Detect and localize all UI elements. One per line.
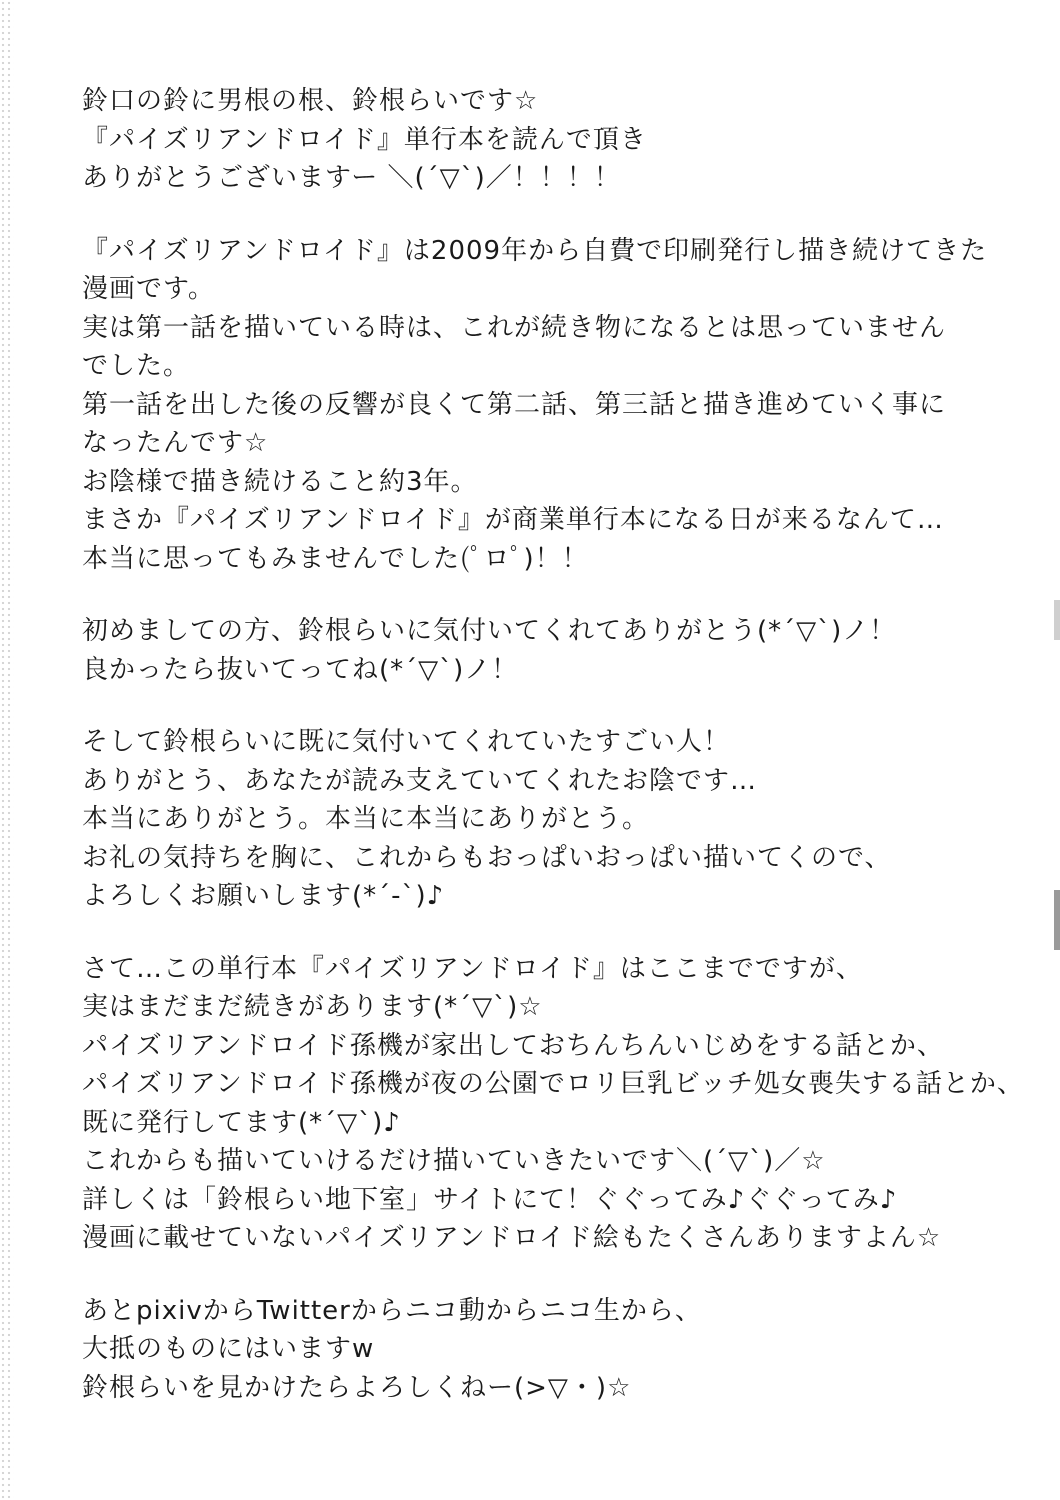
letter-line: でした。 bbox=[82, 351, 191, 381]
letter-paragraph bbox=[82, 723, 1012, 916]
letter-line: 既に発行してます(*´▽`)♪ bbox=[82, 1107, 401, 1138]
letter-line: 実は第一話を描いている時は、これが続き物になるとは思っていません bbox=[82, 312, 947, 343]
letter-line: 『パイズリアンドロイド』は2009年から自費で印刷発行し描き続けてきた bbox=[82, 235, 988, 266]
letter-line: 良かったら抜いてってね(*´▽`)ノ！ bbox=[82, 654, 519, 685]
letter-line: あとpixivからTwitterからニコ動からニコ生から、 bbox=[82, 1295, 702, 1326]
letter-line: さて…この単行本『パイズリアンドロイド』はここまでですが、 bbox=[82, 953, 863, 984]
letter-line: 初めましての方、鈴根らいに気付いてくれてありがとう(*´▽`)ノ！ bbox=[82, 616, 897, 646]
letter-line: そして鈴根らいに既に気付いてくれていたすごい人！ bbox=[82, 727, 731, 757]
letter-paragraph bbox=[82, 950, 1024, 1258]
letter-line: 鈴根らいを見かけたらよろしくねー(>▽・)☆ bbox=[82, 1372, 632, 1403]
letter-line: 大抵のものにはいますw bbox=[82, 1334, 375, 1364]
letter-line: お礼の気持ちを胸に、これからもおっぱいおっぱい描いてくので、 bbox=[82, 842, 892, 873]
letter-line: 詳しくは「鈴根らい地下室」サイトにて！ぐぐってみ♪ぐぐってみ♪ bbox=[82, 1184, 898, 1215]
letter-line: パイズリアンドロイド孫機が家出しておちんちんいじめをする話とか、 bbox=[82, 1030, 944, 1061]
letter-line: ありがとうございますー ＼(´▽`)／！！！！ bbox=[82, 163, 621, 193]
letter-line: なったんです☆ bbox=[82, 428, 269, 458]
letter-line: 漫画に載せていないパイズリアンドロイド絵もたくさんありますよん☆ bbox=[82, 1223, 942, 1253]
letter-line: 実はまだまだ続きがあります(*´▽`)☆ bbox=[82, 992, 543, 1022]
letter-line: 第一話を出した後の反響が良くて第二話、第三話と描き進めていく事に bbox=[82, 389, 947, 420]
letter-paragraph bbox=[82, 232, 1012, 579]
dotted-page-edge bbox=[0, 0, 14, 1500]
letter-line: ありがとう、あなたが読み支えていてくれたお陰です… bbox=[82, 765, 758, 796]
letter-line: 『パイズリアンドロイド』単行本を読んで頂き bbox=[82, 124, 647, 155]
letter-line: 鈴口の鈴に男根の根、鈴根らいです☆ bbox=[82, 86, 539, 116]
page-edge-mark bbox=[1054, 890, 1060, 950]
letter-line: お陰様で描き続けること約3年。 bbox=[82, 466, 478, 497]
letter-line: よろしくお願いします(*´-`)♪ bbox=[82, 881, 445, 911]
letter-paragraph bbox=[82, 1292, 1012, 1408]
letter-line: 本当に思ってもみませんでした(ﾟロﾟ)！！ bbox=[82, 543, 589, 574]
handwritten-letter bbox=[82, 82, 1024, 1441]
letter-line: 漫画です。 bbox=[82, 274, 215, 304]
letter-paragraph bbox=[82, 82, 1012, 198]
letter-line: まさか『パイズリアンドロイド』が商業単行本になる日が来るなんて… bbox=[82, 505, 944, 535]
letter-line: これからも描いていけるだけ描いていきたいです＼(´▽`)／☆ bbox=[82, 1146, 826, 1176]
letter-line: 本当にありがとう。本当に本当にありがとう。 bbox=[82, 804, 650, 834]
letter-line: パイズリアンドロイド孫機が夜の公園でロリ巨乳ビッチ処女喪失する話とか、 bbox=[82, 1069, 1024, 1099]
letter-paragraph bbox=[82, 612, 1012, 689]
page-edge-mark bbox=[1054, 600, 1060, 640]
